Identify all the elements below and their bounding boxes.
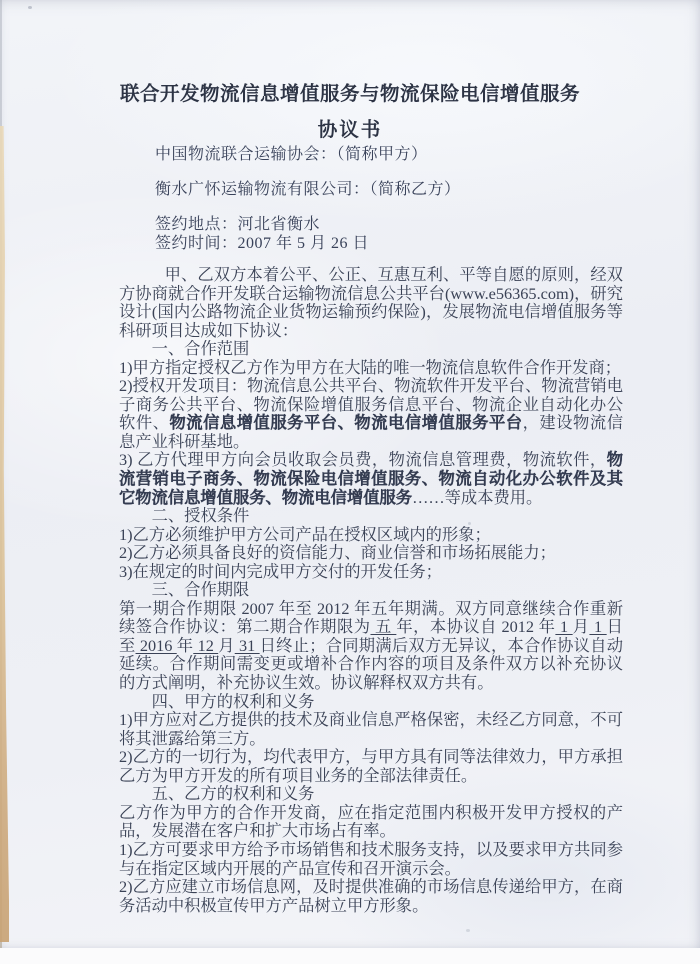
contract-paragraph: 乙方作为甲方的合作开发商，应在指定范围内积极开发甲方授权的产品，发展潜在客户和扩大市场占有率。	[119, 802, 623, 841]
document-subtitle: 协议书	[317, 120, 383, 141]
contract-paragraph: 1)乙方可要求甲方给予市场销售和技术服务支持，以及要求甲方共同参与在指定区域内开展的产品宣传和召开演示会。	[119, 839, 623, 878]
paper-left-edge-tan-strip	[0, 126, 9, 942]
contract-paragraph: 1)甲方指定授权乙方作为甲方在大陆的唯一物流信息软件合作开发商；	[119, 357, 622, 377]
contract-paragraph: 甲、乙双方本着公平、公正、互惠互利、平等自愿的原则，经双方协商就合作开发联合运输物流信息公共平台(www.e56365.com)，研究设计(国内公路物流企业货物运输预约保险)，发展物流电信增值服务等科研项目达成如下协议：	[119, 265, 623, 340]
contract-paragraph: 1)乙方必须维护甲方公司产品在授权区域内的形象；	[119, 524, 491, 544]
document-header-block	[155, 146, 615, 252]
section-heading: 三、合作期限	[151, 580, 250, 600]
scan-speck	[28, 6, 32, 9]
contract-paragraph: 1)甲方应对乙方提供的技术及商业信息严格保密，未经乙方同意，不可将其泄露给第三方。	[119, 710, 623, 748]
contract-body	[119, 266, 623, 915]
section-heading: 四、甲方的权利和义务	[151, 691, 315, 711]
party-b-line: 衡水广怀运输物流有限公司：（简称乙方）	[155, 181, 461, 198]
contract-paragraph: 2)乙方必须具备良好的资信能力、商业信誉和市场拓展能力；	[119, 543, 556, 563]
sign-date-line: 签约时间：2007 年 5 月 26 日	[155, 235, 370, 252]
sign-place-line: 签约地点：河北省衡水	[155, 216, 321, 233]
section-heading: 一、合作范围	[151, 339, 250, 359]
document-title: 联合开发物流信息增值服务与物流保险电信增值服务	[119, 84, 580, 105]
scan-speck	[466, 929, 470, 932]
party-a-line: 中国物流联合运输协会：（简称甲方）	[155, 146, 428, 163]
contract-paragraph: 2)乙方的一切行为，均代表甲方，与甲方具有同等法律效力，甲方承担乙方为甲方开发的所有项目业务的全部法律责任。	[119, 747, 623, 785]
contract-paragraph: 第一期合作期限 2007 年至 2012 年五年期满。双方同意继续合作重新续签合作协议：第二期合作期限为 五 年，本协议自 2012 年 1 月 1 日 至 2016 年 12 月 31 日终止；合同期满后双方无异议，本合作协议自动延续。合作期间需变更或增补合作内容的项目及条件双方以补充协议的方式阐明，补充协议生效。协议解释权双方共有。	[119, 598, 623, 693]
contract-paragraph: 3)在规定的时间内完成甲方交付的开发任务；	[119, 561, 442, 581]
contract-paragraph: 3) 乙方代理甲方向会员收取会员费，物流信息管理费，物流软件，物流营销电子商务、物流保险电信增值服务、物流自动化办公软件及其它物流信息增值服务、物流电信增值服务……等成本费用。	[119, 450, 623, 507]
contract-paragraph: 2)乙方应建立市场信息网，及时提供准确的市场信息传递给甲方，在商务活动中积极宣传甲方产品树立甲方形象。	[119, 877, 623, 915]
section-heading: 五、乙方的权利和义务	[151, 784, 315, 804]
section-heading: 二、授权条件	[151, 506, 250, 526]
contract-paragraph: 2)授权开发项目：物流信息公共平台、物流软件开发平台、物流营销电子商务公共平台、物流保险增值服务信息平台、物流企业自动化办公软件、物流信息增值服务平台、物流电信增值服务平台，建设物流信息产业科研基地。	[119, 376, 623, 451]
